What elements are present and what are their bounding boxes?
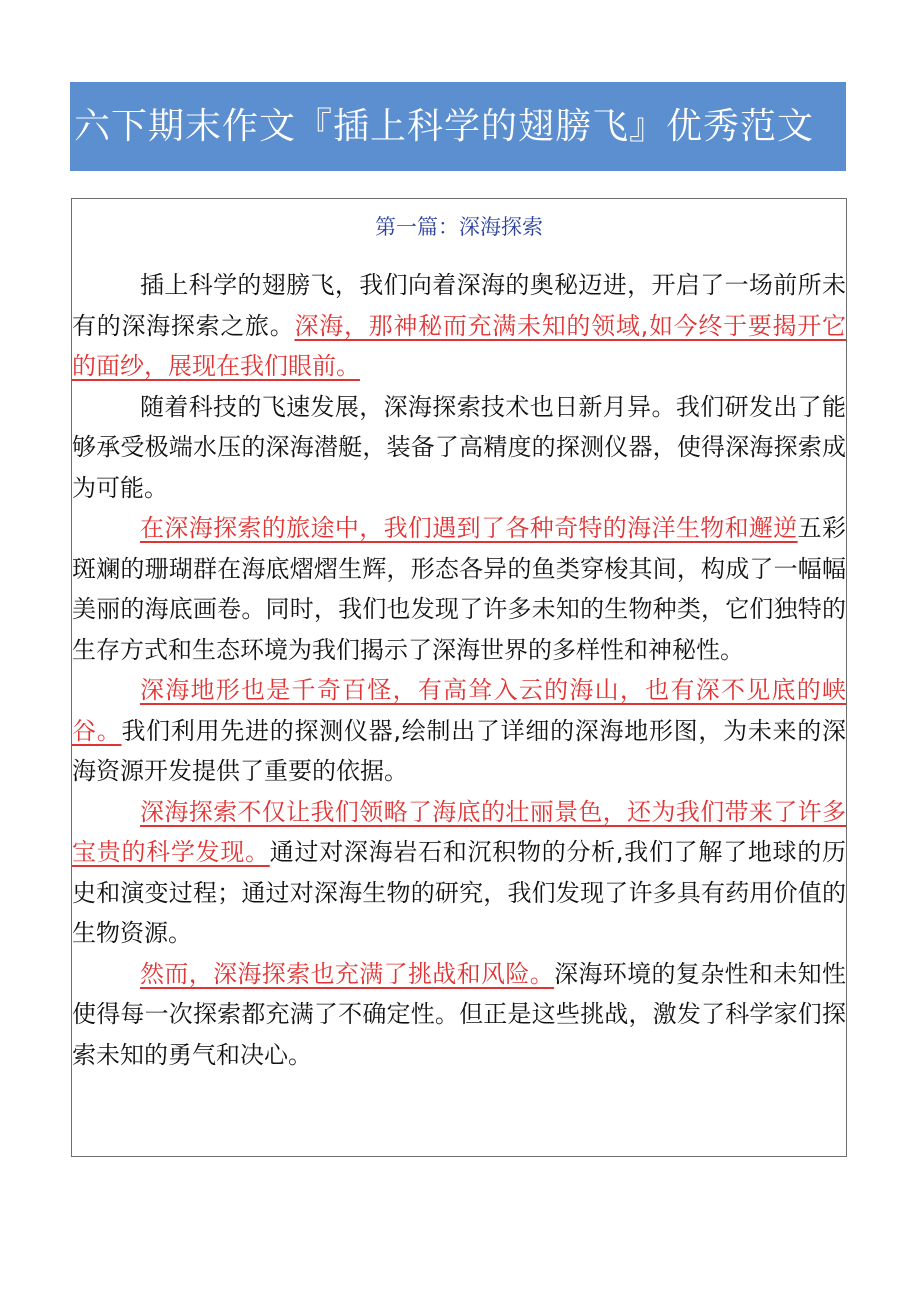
- highlighted-sentence: 然而，深海探索也充满了挑战和风险。: [140, 959, 555, 988]
- highlighted-sentence: 深海地形也是千奇百怪，有高耸入云的海山，也有深不见底的峡谷。: [72, 676, 846, 745]
- paragraph-1: [72, 265, 846, 387]
- article-body: [72, 265, 846, 1075]
- title-banner: [70, 82, 846, 171]
- highlighted-sentence: 深海探索不仅让我们领略了海底的壮丽景色，还为我们带来了许多宝贵的科学发现。: [72, 797, 846, 866]
- section-title: 第一篇：深海探索: [375, 215, 543, 239]
- paragraph-3: [72, 508, 846, 670]
- highlighted-sentence: 在深海探索的旅途中，我们遇到了各种奇特的海洋生物和邂逆: [140, 514, 798, 542]
- paragraph-text: 深海环境的复杂性和未知性使得每一次探索都充满了不确定性。但正是这些挑战，激发了科学家们探索未知的勇气和决心。: [72, 959, 847, 1069]
- article-box: [71, 198, 847, 1157]
- paragraph-text: 随着科技的飞速发展，深海探索技术也日新月异。我们研发出了能够承受极端水压的深海潜艇，装备了高精度的探测仪器，使得深海探索成为可能。: [72, 392, 846, 502]
- highlighted-sentence: 深海，那神秘而充满未知的领域,如今终于要揭开它的面纱，展现在我们眼前。: [72, 311, 846, 380]
- paragraph-5: [72, 792, 846, 954]
- paragraph-6: [72, 954, 846, 1076]
- paragraph-text: 通过对深海岩石和沉积物的分析,我们了解了地球的历史和演变过程；通过对深海生物的研究，我们发现了许多具有药用价值的生物资源。: [72, 838, 846, 947]
- paragraph-text: 我们利用先进的探测仪器,绘制出了详细的深海地形图，为未来的深海资源开发提供了重要的依据。: [72, 716, 846, 785]
- paragraph-2: [72, 387, 846, 509]
- paragraph-4: [72, 670, 846, 792]
- paragraph-text: 五彩斑斓的珊瑚群在海底熠熠生辉，形态各异的鱼类穿梭其间，构成了一幅幅美丽的海底画卷。同时，我们也发现了许多未知的生物种类，它们独特的生存方式和生态环境为我们揭示了深海世界的多样性和神秘性。: [72, 514, 846, 664]
- page-title: 六下期末作文『插上科学的翅膀飞』优秀范文: [74, 105, 815, 147]
- paragraph-text: 插上科学的翅膀飞，我们向着深海的奥秘迈进，开启了一场前所未有的深海探索之旅。: [72, 271, 846, 340]
